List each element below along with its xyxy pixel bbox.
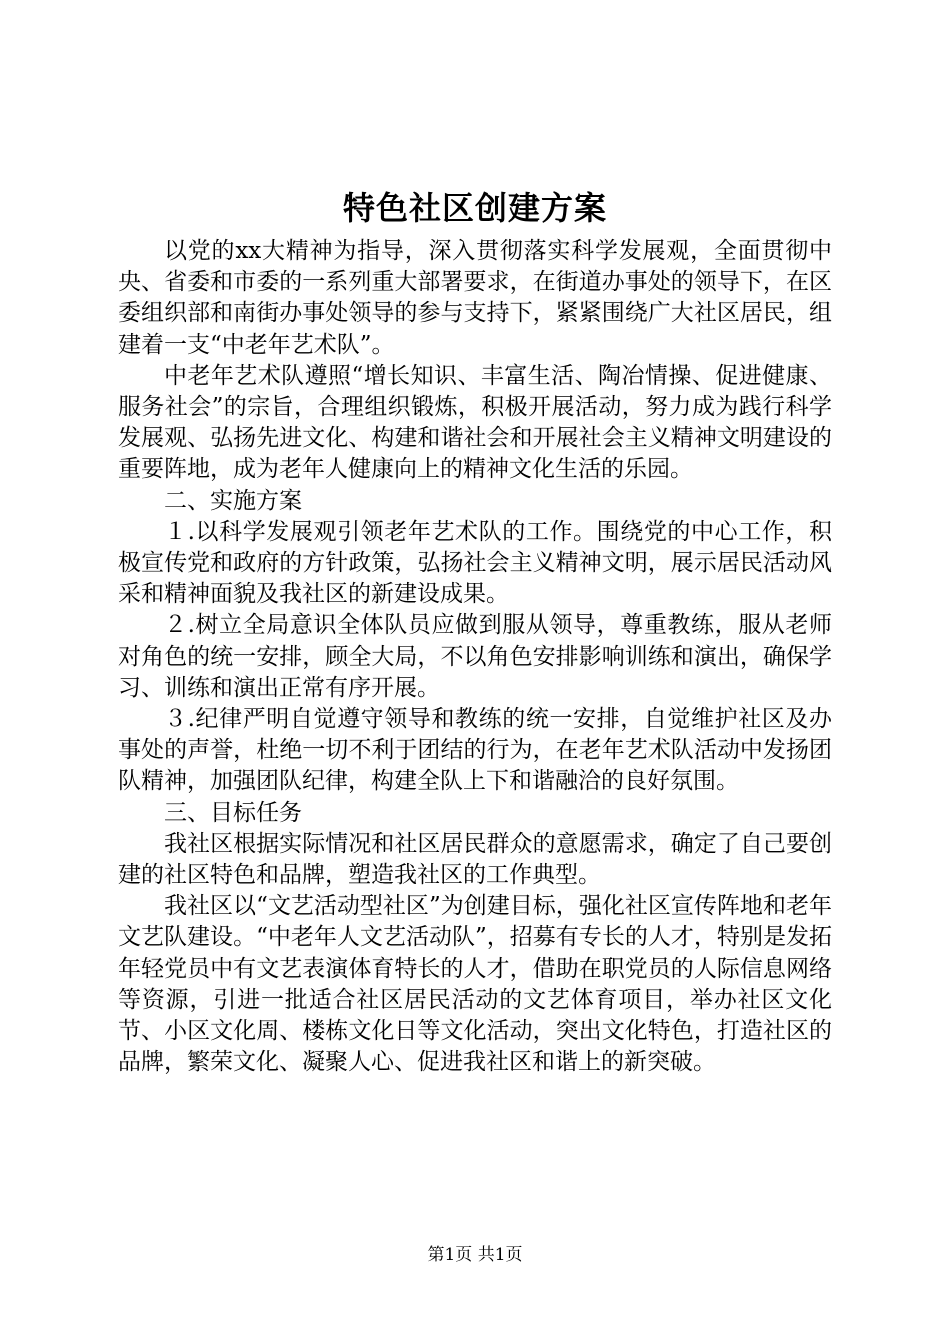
page-footer: 第1页 共1页 [427, 1245, 523, 1265]
section-heading-implementation: 二、实施方案 [164, 487, 302, 514]
paragraph-goals-1: 我社区根据实际情况和社区居民群众的意愿需求，确定了自己要创建的社区特色和品牌，塑造我社区的工作典型。 [118, 830, 832, 889]
paragraph-item-2: ２.树立全局意识全体队员应做到服从领导，尊重教练，服从老师对角色的统一安排，顾全大局，不以角色安排影响训练和演出，确保学习、训练和演出正常有序开展。 [118, 612, 832, 701]
paragraph-item-1: １.以科学发展观引领老年艺术队的工作。围绕党的中心工作，积极宣传党和政府的方针政策，弘扬社会主义精神文明，展示居民活动风采和精神面貌及我社区的新建设成果。 [118, 518, 832, 608]
document-title: 特色社区创建方案 [342, 189, 607, 227]
document-body [118, 236, 832, 1078]
section-heading-goals: 三、目标任务 [164, 799, 302, 826]
paragraph-goals-2: 我社区以“文艺活动型社区”为创建目标，强化社区宣传阵地和老年文艺队建设。“中老年人文艺活动队”，招募有专长的人才，特别是发拓年轻党员中有文艺表演体育特长的人才，借助在职党员的人际信息网络等资源，引进一批适合社区居民活动的文艺体育项目，举办社区文化节、小区文化周、楼栋文化日等文化活动，突出文化特色，打造社区的品牌，繁荣文化、凝聚人心、促进我社区和谐上的新突破。 [118, 893, 832, 1076]
paragraph-purpose: 中老年艺术队遵照“增长知识、丰富生活、陶冶情操、促进健康、服务社会”的宗旨，合理组织锻炼，积极开展活动，努力成为践行科学发展观、弘扬先进文化、构建和谐社会和开展社会主义精神文明建设的重要阵地，成为老年人健康向上的精神文化生活的乐园。 [118, 362, 832, 483]
paragraph-intro: 以党的xx大精神为指导，深入贯彻落实科学发展观，全面贯彻中央、省委和市委的一系列重大部署要求，在街道办事处的领导下，在区委组织部和南街办事处领导的参与支持下，紧紧围绕广大社区居民，组建着一支“中老年艺术队”。 [118, 238, 832, 358]
paragraph-item-3: ３.纪律严明自觉遵守领导和教练的统一安排，自觉维护社区及办事处的声誉，杜绝一切不利于团结的行为，在老年艺术队活动中发扬团队精神，加强团队纪律，构建全队上下和谐融洽的良好氛围。 [118, 706, 832, 795]
